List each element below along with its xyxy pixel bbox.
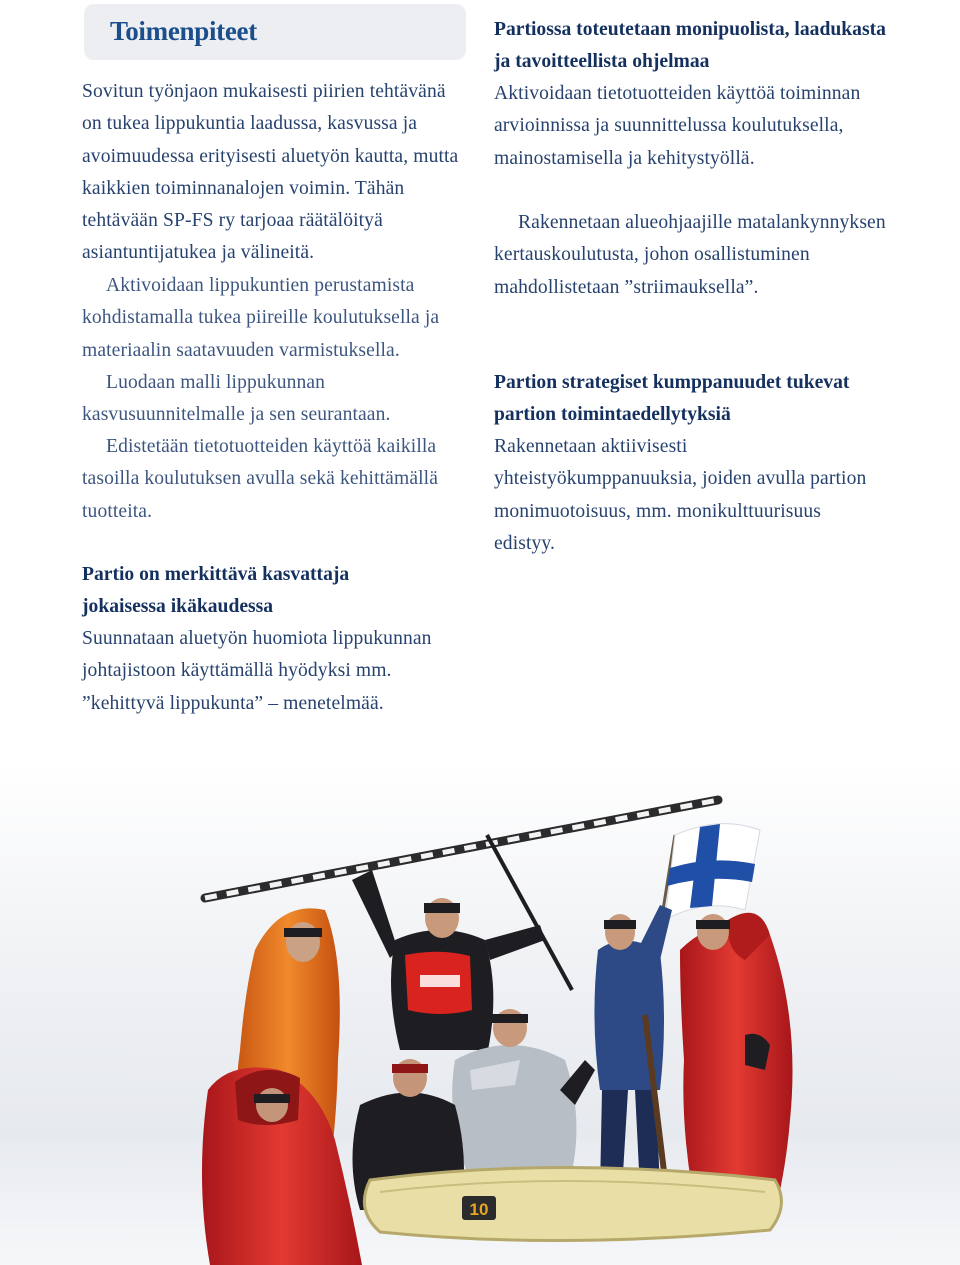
sled-number: 10 — [469, 1200, 489, 1219]
paragraph-kasvusuunnitelma: Luodaan malli lippukunnan kasvusuunnitelmalle ja sen seurantaan. — [82, 372, 391, 426]
subheading-kumppanuudet: Partion strategiset kumppanuudet tukevat partion toimintaedellytyksiä — [494, 372, 850, 426]
paragraph-tietotuotteet: Edistetään tietotuotteiden käyttöä kaikilla tasoilla koulutuksen avulla sekä kehittämällä tuotteita. — [82, 436, 439, 522]
expedition-photo — [0, 760, 960, 1265]
section-heading: Toimenpiteet — [110, 16, 257, 46]
paragraph-lippukunnat: Aktivoidaan lippukuntien perustamista kohdistamalla tukea piireille koulutuksella ja materiaalin saatavuuden varmistuksella. — [82, 275, 440, 361]
paragraph-intro: Sovitun työnjaon mukaisesti piirien tehtävänä on tukea lippukuntia laadussa, kasvussa ja avoimuudessa erityisesti aluetyön kautta, mutta kaikkien toiminnanalojen voimin. Tähän tehtävään SP-FS ry tarjoaa räätälöityä asiantuntijatukea ja välineitä. — [82, 81, 459, 264]
subheading-ohjelma: Partiossa toteutetaan monipuolista, laadukasta ja tavoitteellista ohjelmaa — [494, 19, 886, 73]
paragraph-arviointi: Aktivoidaan tietotuotteiden käyttöä toiminnan arvioinnissa ja suunnittelussa koulutuksella, mainostamisella ja kehitystyöllä. — [494, 83, 861, 169]
sled — [364, 1168, 781, 1241]
paragraph-yhteistyo: Rakennetaan aktiivisesti yhteistyökumppanuuksia, joiden avulla partion monimuotoisuus, mm. monikulttuurisuus edistyy. — [494, 436, 867, 554]
paragraph-alueohjaajat: Rakennetaan alueohjaajille matalankynnyksen kertauskoulutusta, johon osallistuminen mahdollistetaan ”striimauksella”. — [494, 212, 886, 298]
section-heading-box — [84, 4, 466, 60]
subheading-kasvattaja: Partio on merkittävä kasvattaja jokaisessa ikäkaudessa — [82, 564, 350, 618]
paragraph-aluetyo: Suunnataan aluetyön huomiota lippukunnan johtajistoon käyttämällä hyödyksi mm. ”kehittyvä lippukunta” – menetelmää. — [82, 628, 432, 714]
